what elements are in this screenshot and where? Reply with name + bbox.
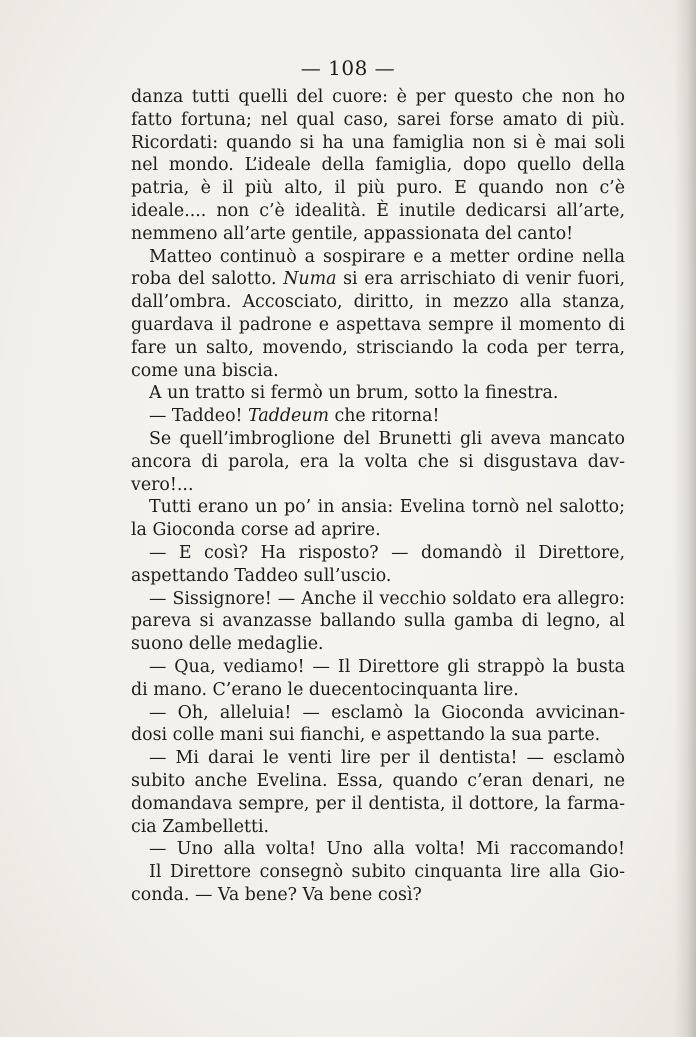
text-line: di mano. C’erano le duecentocinquanta lire. [131, 679, 519, 700]
text-line: conda. — Va bene? Va bene così? [131, 884, 422, 905]
text-line: — E così? Ha risposto? — domandò il Direttore, [149, 542, 625, 563]
text-line: Il Direttore consegnò subito cinquanta lire alla Gio- [149, 862, 625, 883]
text-line: — Uno alla volta! Uno alla volta! Mi raccomando! [149, 839, 625, 860]
italic-word: Numa [283, 269, 337, 290]
text-line: ideale.... non c’è idealità. È inutile dedicarsi all’arte, [131, 200, 625, 221]
text-line: roba del salotto. Numa si era arrischiato di venir fuori, [131, 269, 625, 290]
text-line: — Qua, vediamo! — Il Direttore gli strappò la busta [149, 656, 625, 677]
text-line: dall’ombra. Accosciato, diritto, in mezzo alla stanza, [131, 292, 625, 313]
text-line: — Sissignore! — Anche il vecchio soldato era allegro: [149, 588, 625, 609]
text-line: la Gioconda corse ad aprire. [131, 520, 381, 541]
text-line: cia Zambelletti. [131, 816, 270, 837]
text-line: fatto fortuna; nel qual caso, sarei forse amato di più. [131, 109, 625, 130]
text-line: fare un salto, movendo, strisciando la coda per terra, [131, 337, 625, 358]
text-line: nel mondo. L’ideale della famiglia, dopo quello della [131, 155, 625, 176]
body-text [131, 86, 625, 907]
text-line: — Mi darai le venti lire per il dentista! — esclamò [149, 748, 625, 769]
page-edge-shadow [674, 0, 696, 1037]
italic-word: Taddeum [248, 406, 329, 427]
text-line: — Oh, alleluia! — esclamò la Gioconda avvicinan- [149, 702, 625, 723]
text-line: A un tratto si fermò un brum, sotto la finestra. [149, 383, 559, 404]
text-line: domandava sempre, per il dentista, il dottore, la farma- [131, 793, 625, 814]
text-line: Matteo continuò a sospirare e a metter ordine nella [149, 246, 625, 267]
page-number: — 108 — [300, 56, 396, 80]
text-line: pareva si avanzasse ballando sulla gamba di legno, al [131, 611, 625, 632]
text-line: come una biscia. [131, 360, 279, 381]
text-line: dosi colle mani sui fianchi, e aspettando la sua parte. [131, 725, 601, 746]
text-line: vero!... [131, 474, 194, 495]
text-line: subito anche Evelina. Essa, quando c’eran denari, ne [131, 770, 625, 791]
text-line: suono delle medaglie. [131, 634, 324, 655]
text-line: nemmeno all’arte gentile, appassionata del canto! [131, 223, 574, 244]
text-line: patria, è il più alto, il più puro. E quando non c’è [131, 178, 625, 199]
text-line: Tutti erano un po’ in ansia: Evelina tornò nel salotto; [149, 497, 625, 518]
text-line: — Taddeo! Taddeum che ritorna! [149, 406, 440, 427]
text-line: danza tutti quelli del cuore: è per questo che non ho [131, 87, 625, 107]
text-line: Ricordati: quando si ha una famiglia non si è mai soli [131, 132, 625, 153]
text-line: aspettando Taddeo sull’uscio. [131, 565, 392, 586]
text-line: ancora di parola, era la volta che si disgustava dav- [131, 451, 625, 472]
text-line: Se quell’imbroglione del Brunetti gli aveva mancato [149, 428, 625, 449]
text-line: guardava il padrone e aspettava sempre il momento di [131, 314, 625, 335]
